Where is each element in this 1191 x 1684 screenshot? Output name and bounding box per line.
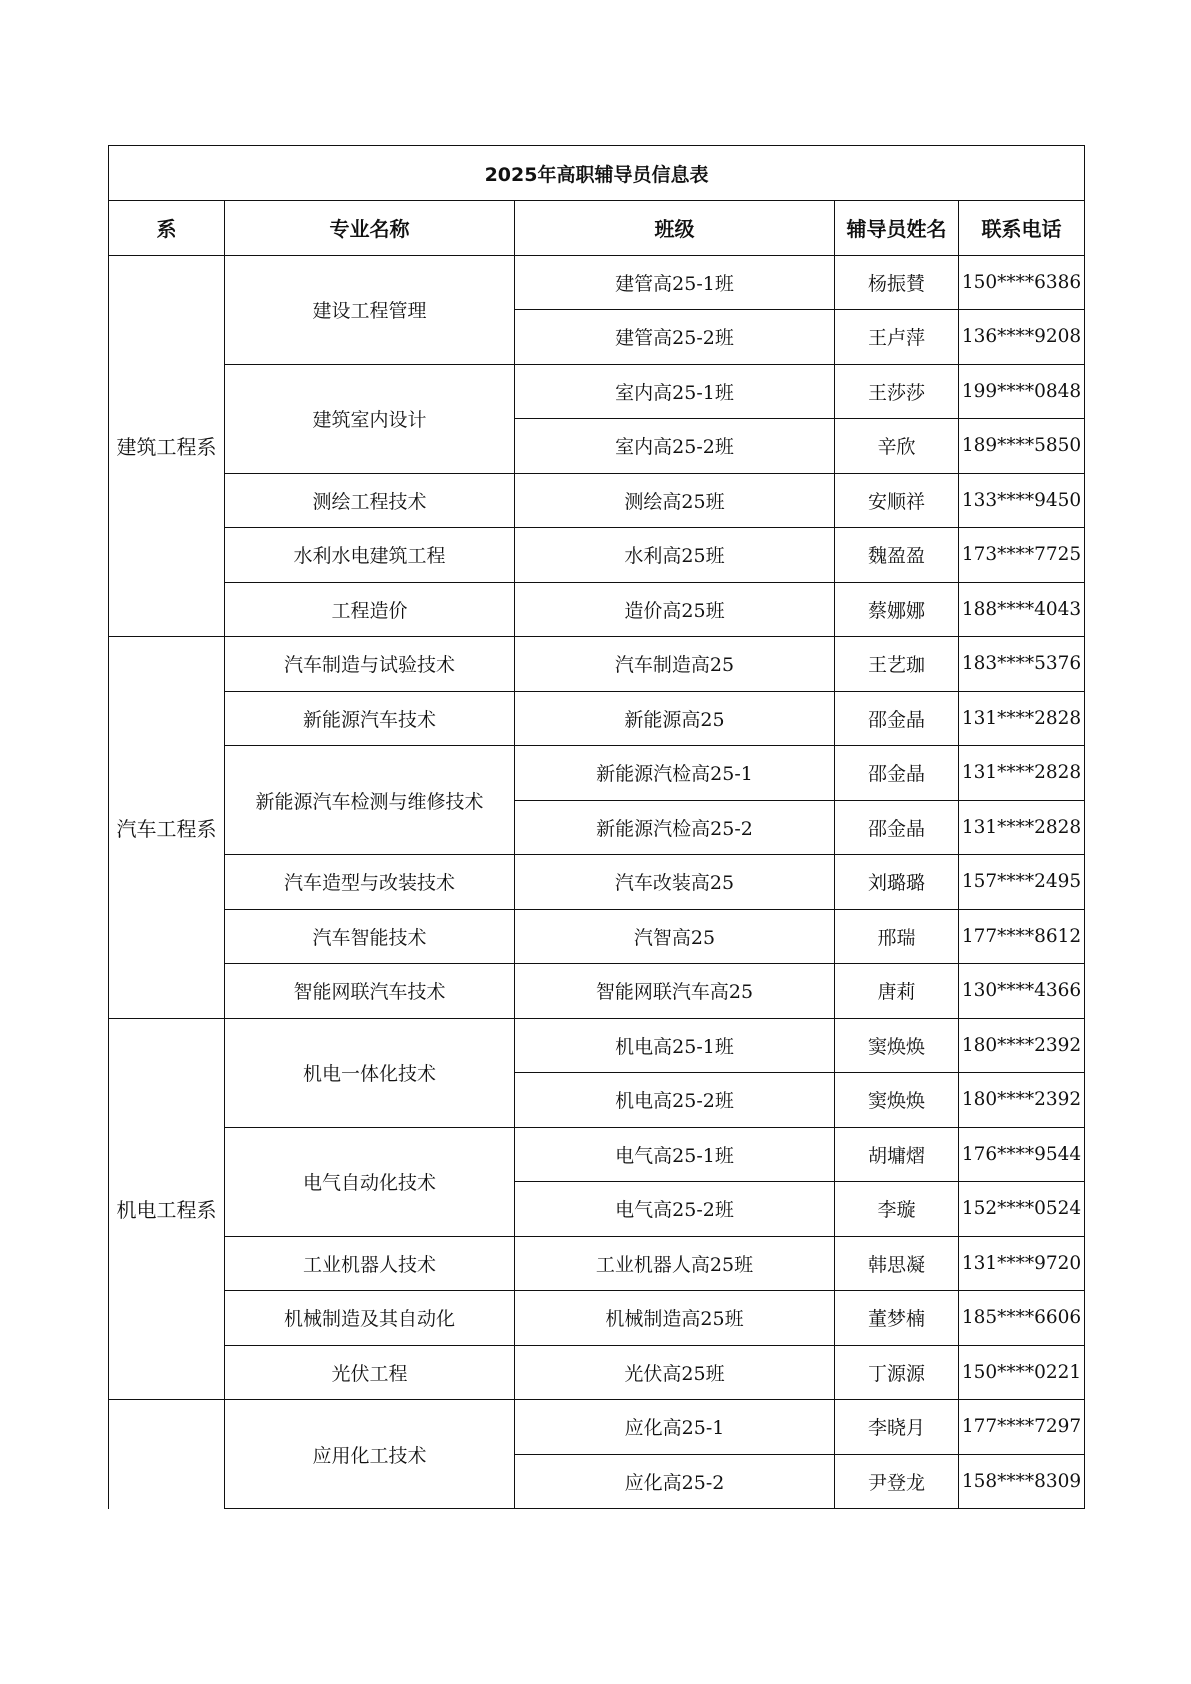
counselor-cell: 辛欣 xyxy=(835,419,959,474)
phone-cell: 185****6606 xyxy=(959,1291,1085,1346)
class-cell: 应化高25-1 xyxy=(515,1400,835,1455)
counselor-cell: 邵金晶 xyxy=(835,800,959,855)
table-row xyxy=(109,746,1085,801)
table-row xyxy=(109,255,1085,310)
table-row xyxy=(109,909,1085,964)
counselor-cell: 李璇 xyxy=(835,1182,959,1237)
class-cell: 应化高25-2 xyxy=(515,1454,835,1509)
table-row xyxy=(109,691,1085,746)
major-cell: 新能源汽车技术 xyxy=(225,691,515,746)
counselor-cell: 窦焕焕 xyxy=(835,1018,959,1073)
counselor-cell: 刘璐璐 xyxy=(835,855,959,910)
counselor-table xyxy=(108,145,1085,1509)
major-cell: 应用化工技术 xyxy=(225,1400,515,1509)
table-row xyxy=(109,855,1085,910)
header-class: 班级 xyxy=(515,201,835,256)
counselor-cell: 胡墉熠 xyxy=(835,1127,959,1182)
class-cell: 工业机器人高25班 xyxy=(515,1236,835,1291)
phone-cell: 131****2828 xyxy=(959,746,1085,801)
class-cell: 新能源高25 xyxy=(515,691,835,746)
phone-cell: 131****9720 xyxy=(959,1236,1085,1291)
class-cell: 智能网联汽车高25 xyxy=(515,964,835,1019)
counselor-cell: 韩思凝 xyxy=(835,1236,959,1291)
major-cell: 光伏工程 xyxy=(225,1345,515,1400)
class-cell: 光伏高25班 xyxy=(515,1345,835,1400)
phone-cell: 183****5376 xyxy=(959,637,1085,692)
major-cell: 测绘工程技术 xyxy=(225,473,515,528)
class-cell: 电气高25-1班 xyxy=(515,1127,835,1182)
phone-cell: 152****0524 xyxy=(959,1182,1085,1237)
major-cell: 机电一体化技术 xyxy=(225,1018,515,1127)
class-cell: 机电高25-1班 xyxy=(515,1018,835,1073)
major-cell: 工程造价 xyxy=(225,582,515,637)
table-row xyxy=(109,582,1085,637)
class-cell: 汽智高25 xyxy=(515,909,835,964)
phone-cell: 189****5850 xyxy=(959,419,1085,474)
phone-cell: 158****8309 xyxy=(959,1454,1085,1509)
dept-cell xyxy=(109,1400,225,1509)
phone-cell: 136****9208 xyxy=(959,310,1085,365)
phone-cell: 131****2828 xyxy=(959,800,1085,855)
table-row xyxy=(109,1345,1085,1400)
counselor-cell: 蔡娜娜 xyxy=(835,582,959,637)
phone-cell: 176****9544 xyxy=(959,1127,1085,1182)
class-cell: 测绘高25班 xyxy=(515,473,835,528)
class-cell: 造价高25班 xyxy=(515,582,835,637)
major-cell: 建筑室内设计 xyxy=(225,364,515,473)
class-cell: 室内高25-1班 xyxy=(515,364,835,419)
phone-cell: 150****0221 xyxy=(959,1345,1085,1400)
header-row xyxy=(109,201,1085,256)
phone-cell: 180****2392 xyxy=(959,1018,1085,1073)
phone-cell: 177****7297 xyxy=(959,1400,1085,1455)
phone-cell: 131****2828 xyxy=(959,691,1085,746)
counselor-cell: 李晓月 xyxy=(835,1400,959,1455)
table-row xyxy=(109,964,1085,1019)
table-row xyxy=(109,1400,1085,1455)
phone-cell: 199****0848 xyxy=(959,364,1085,419)
dept-cell: 机电工程系 xyxy=(109,1018,225,1400)
header-counselor: 辅导员姓名 xyxy=(835,201,959,256)
major-cell: 汽车制造与试验技术 xyxy=(225,637,515,692)
header-dept: 系 xyxy=(109,201,225,256)
counselor-cell: 唐莉 xyxy=(835,964,959,1019)
major-cell: 机械制造及其自动化 xyxy=(225,1291,515,1346)
major-cell: 汽车造型与改装技术 xyxy=(225,855,515,910)
table-row xyxy=(109,473,1085,528)
table-row xyxy=(109,1291,1085,1346)
major-cell: 建设工程管理 xyxy=(225,255,515,364)
counselor-cell: 邢瑞 xyxy=(835,909,959,964)
counselor-cell: 魏盈盈 xyxy=(835,528,959,583)
class-cell: 建管高25-1班 xyxy=(515,255,835,310)
phone-cell: 177****8612 xyxy=(959,909,1085,964)
table-row xyxy=(109,364,1085,419)
table-row xyxy=(109,637,1085,692)
class-cell: 机械制造高25班 xyxy=(515,1291,835,1346)
table-row xyxy=(109,1127,1085,1182)
counselor-cell: 尹登龙 xyxy=(835,1454,959,1509)
counselor-cell: 丁源源 xyxy=(835,1345,959,1400)
phone-cell: 150****6386 xyxy=(959,255,1085,310)
counselor-cell: 杨振賛 xyxy=(835,255,959,310)
phone-cell: 188****4043 xyxy=(959,582,1085,637)
phone-cell: 133****9450 xyxy=(959,473,1085,528)
table-row xyxy=(109,1236,1085,1291)
header-phone: 联系电话 xyxy=(959,201,1085,256)
major-cell: 水利水电建筑工程 xyxy=(225,528,515,583)
counselor-cell: 王莎莎 xyxy=(835,364,959,419)
class-cell: 新能源汽检高25-1 xyxy=(515,746,835,801)
counselor-cell: 董梦楠 xyxy=(835,1291,959,1346)
counselor-cell: 邵金晶 xyxy=(835,746,959,801)
header-major: 专业名称 xyxy=(225,201,515,256)
class-cell: 室内高25-2班 xyxy=(515,419,835,474)
phone-cell: 157****2495 xyxy=(959,855,1085,910)
table-row xyxy=(109,528,1085,583)
class-cell: 建管高25-2班 xyxy=(515,310,835,365)
class-cell: 水利高25班 xyxy=(515,528,835,583)
phone-cell: 180****2392 xyxy=(959,1073,1085,1128)
major-cell: 电气自动化技术 xyxy=(225,1127,515,1236)
class-cell: 新能源汽检高25-2 xyxy=(515,800,835,855)
counselor-sheet xyxy=(108,145,1085,1509)
phone-cell: 173****7725 xyxy=(959,528,1085,583)
counselor-cell: 王艺珈 xyxy=(835,637,959,692)
table-row xyxy=(109,1018,1085,1073)
dept-cell: 建筑工程系 xyxy=(109,255,225,637)
title-row xyxy=(109,146,1085,201)
dept-cell: 汽车工程系 xyxy=(109,637,225,1019)
counselor-cell: 王卢萍 xyxy=(835,310,959,365)
major-cell: 汽车智能技术 xyxy=(225,909,515,964)
major-cell: 新能源汽车检测与维修技术 xyxy=(225,746,515,855)
phone-cell: 130****4366 xyxy=(959,964,1085,1019)
counselor-cell: 邵金晶 xyxy=(835,691,959,746)
class-cell: 汽车改装高25 xyxy=(515,855,835,910)
class-cell: 机电高25-2班 xyxy=(515,1073,835,1128)
table-title: 2025年高职辅导员信息表 xyxy=(109,146,1085,201)
counselor-cell: 窦焕焕 xyxy=(835,1073,959,1128)
class-cell: 汽车制造高25 xyxy=(515,637,835,692)
major-cell: 工业机器人技术 xyxy=(225,1236,515,1291)
major-cell: 智能网联汽车技术 xyxy=(225,964,515,1019)
counselor-cell: 安顺祥 xyxy=(835,473,959,528)
class-cell: 电气高25-2班 xyxy=(515,1182,835,1237)
